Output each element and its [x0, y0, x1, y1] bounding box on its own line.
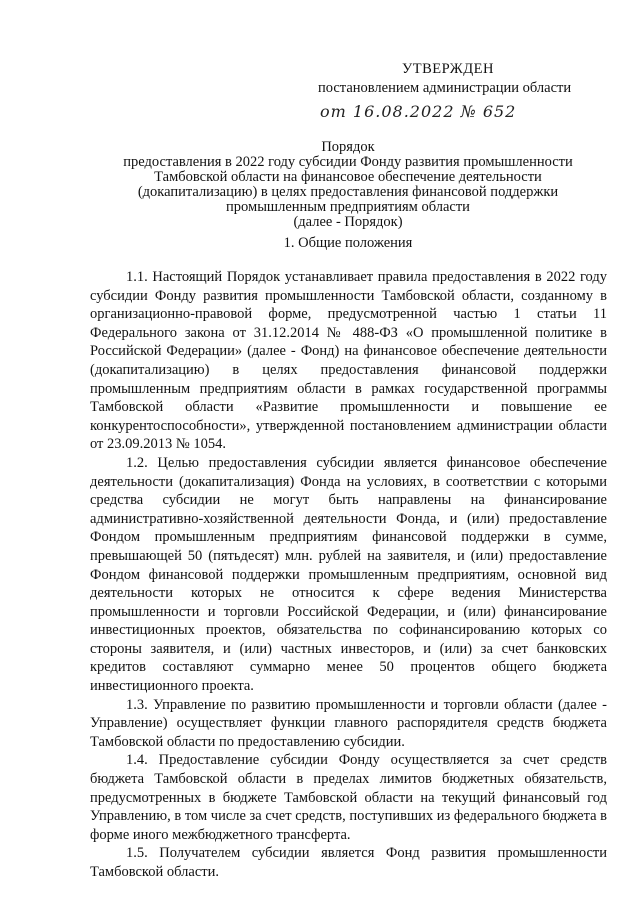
paragraph: 1.5. Получателем субсидии является Фонд развития промышленности Тамбовской области. — [90, 845, 607, 880]
document-title-line: Порядок — [321, 139, 375, 155]
paragraph: 1.1. Настоящий Порядок устанавливает правила предоставления в 2022 году субсидии Фонду развития промышленности Тамбовской области, созданному в организационно-правовой форме, предусмотренной частью 1 статьи 11 Федерального закона от 31.12.2014 № 488-ФЗ «О промышленной политике в Российской Федерации» (далее - Фонд) на финансовое обеспечение деятельности (докапитализацию) в целях предоставления финансовой поддержки промышленным предприятиям области в рамках государственной программы Тамбовской области «Развитие промышленности и повышение ее конкурентоспособности», утвержденной постановлением администрации области от 23.09.2013 № 1054. — [90, 269, 607, 453]
document-title-line: (далее - Порядок) — [293, 214, 403, 230]
paragraph: 1.4. Предоставление субсидии Фонду осуществляется за счет средств бюджета Тамбовской области в пределах лимитов бюджетных обязательств, предусмотренных в бюджете Тамбовской области на текущий финансовый год Управлению, в том числе за счет средств, поступивших из федерального бюджета в форме иного межбюджетного трансферта. — [90, 752, 607, 843]
document-title-line: предоставления в 2022 году субсидии Фонду развития промышленности — [123, 154, 573, 170]
section-heading: 1. Общие положения — [283, 235, 413, 251]
approval-date-number: от 16.08.2022 № 652 — [320, 102, 517, 121]
document-body — [90, 268, 607, 882]
approval-issuer: постановлением администрации области — [318, 80, 572, 96]
document-title-line: промышленным предприятиям области — [226, 199, 470, 215]
approval-block — [318, 60, 618, 121]
document-title-line: Тамбовской области на финансовое обеспечение деятельности — [154, 169, 542, 185]
paragraph: 1.2. Целью предоставления субсидии является финансовое обеспечение деятельности (докапитализация) Фонда на условиях, в соответствии с которыми средства субсидии не могут быть направлены на финансирование административно-хозяйственной деятельности Фонда, и (или) предоставление Фондом промышленным предприятиям финансовой поддержки в сумме, превышающей 50 (пятьдесят) млн. рублей на заявителя, и (или) предоставление Фондом финансовой поддержки промышленным предприятиям, основной вид деятельности которых не относится к сфере ведения Министерства промышленности и торговли Российской Федерации, и (или) финансирование инвестиционных проектов, обязательства по софинансированию которых со стороны заявителя, и (или) частных инвесторов, и (или) за счет банковских кредитов составляют суммарно менее 50 процентов общего бюджета инвестиционного проекта. — [90, 454, 607, 695]
approval-title: УТВЕРЖДЕН — [402, 61, 494, 77]
document-title — [90, 140, 606, 230]
document-title-line: (докапитализацию) в целях предоставления финансовой поддержки — [137, 184, 559, 200]
paragraph: 1.3. Управление по развитию промышленности и торговли области (далее - Управление) осуществляет функции главного распорядителя средств бюджета Тамбовской области по предоставлению субсидии. — [90, 696, 607, 750]
